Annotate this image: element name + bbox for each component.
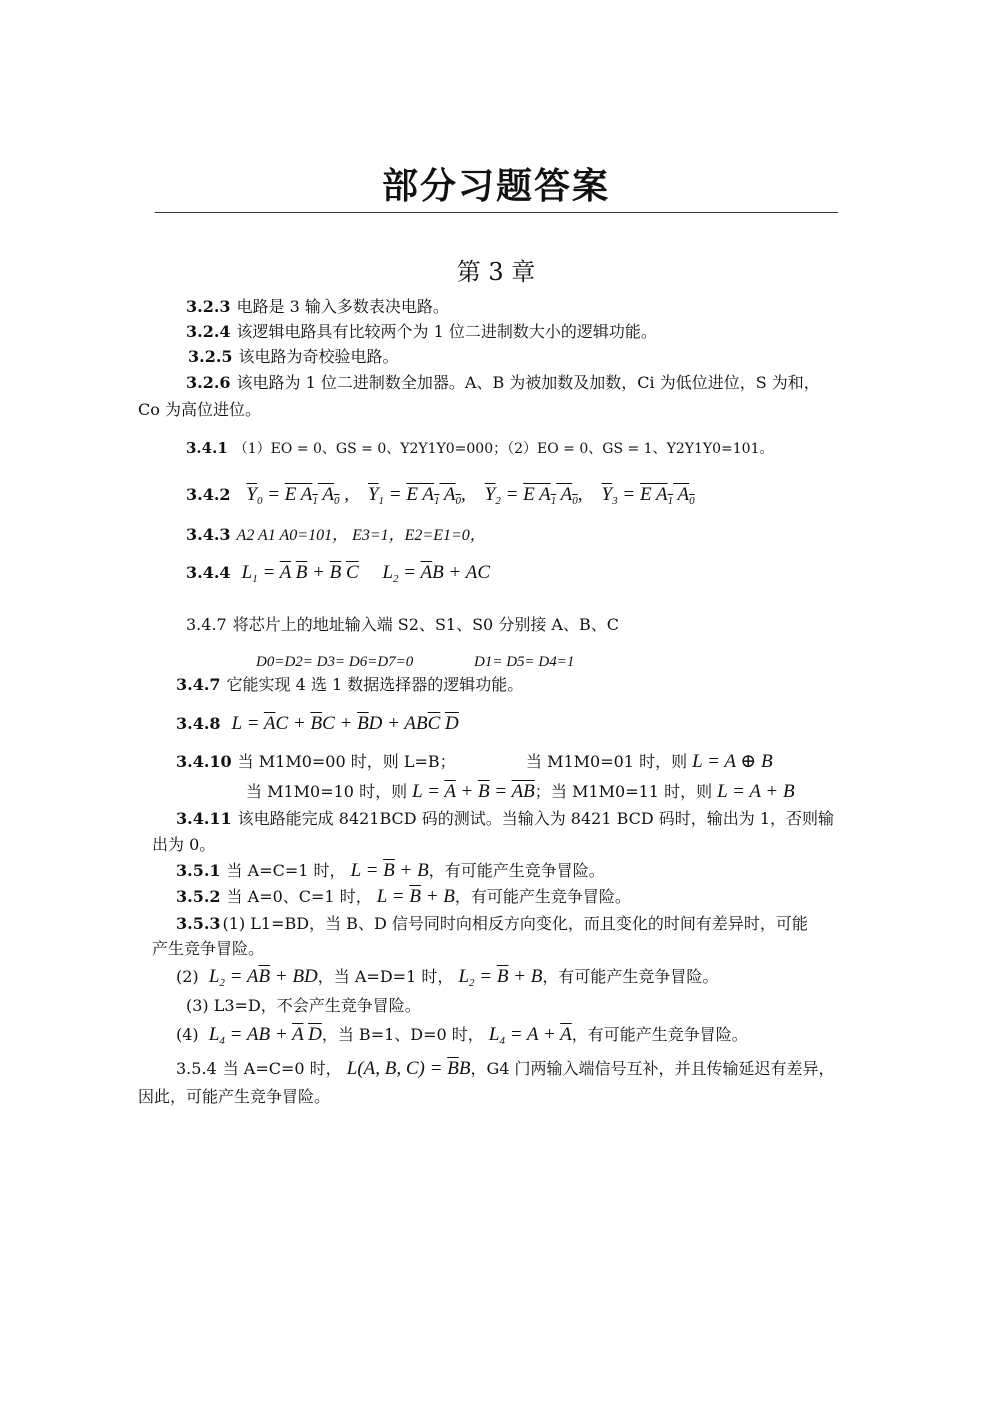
answer-3-5-3-part-4: (4) $L_4$ = AB + $\overline{A}$ $\overline{D}$，当 B=1、D=0 时， $L_4 = A + \overline{A}$，有可能产生竞争冒险。 <box>176 1024 748 1047</box>
answer-3-5-3 <box>176 913 808 935</box>
answer-text: 当 A=C=0 时， <box>222 1059 342 1078</box>
page-title: 部分习题答案 <box>381 165 610 207</box>
answer-text: ，有可能产生竞争冒险。 <box>454 887 631 906</box>
formula-hazard-1: $L = \overline{B} + B$ <box>350 860 429 881</box>
answer-3-5-4 <box>176 1058 835 1080</box>
answer-text: ，G4 门两输入端信号互补，并且传输延迟有差异， <box>470 1059 835 1078</box>
formula-l1-l2: $L_1 = \overline{A}$ $\overline{B} + \overline{B}$ $\overline{C}$ $L_2 = \overline{A}B$ + AC <box>241 562 490 585</box>
item-number: 3.5.3 <box>176 914 221 933</box>
item-number: 3.5.4 <box>176 1059 217 1078</box>
answer-3-4-7-b <box>176 674 523 696</box>
answer-text: 电路是 3 输入多数表决电路。 <box>236 297 449 316</box>
formula-hazard-2: $L = \overline{B} + B$ <box>376 886 455 907</box>
answer-3-4-11 <box>176 808 834 830</box>
answer-3-5-3-part-3: (3) L3=D，不会产生竞争冒险。 <box>186 996 421 1015</box>
formula-xor: L = A ⊕ B <box>692 751 773 772</box>
data-inputs-low: D0=D2= D3= D6=D7=0 <box>256 654 414 670</box>
formula-l4-sub: $L_4 = A + \overline{A}$ <box>488 1024 572 1047</box>
formula-y0: $\overline{Y}_0 = E$ $A_1$ $A_0$ , $\overline{Y}_1 = E$ $A_1$ $A_0$, $\overline{Y}_2 = E$ $A_1$ $A_0$, $\overline{Y}_3 = E$ $A_1$ $A_0$ <box>246 484 695 507</box>
answer-3-4-10-d <box>551 781 795 803</box>
item-number: 3.2.3 <box>186 297 231 316</box>
formula-or: L = A + B <box>717 781 795 802</box>
item-number: 3.4.10 <box>176 752 232 771</box>
answer-text: 当 A=0、C=1 时， <box>226 887 372 906</box>
item-number: 3.4.1 <box>186 439 228 457</box>
answer-text: 它能实现 4 选 1 数据选择器的逻辑功能。 <box>226 675 524 694</box>
answer-3-2-4 <box>186 321 657 343</box>
answer-3-5-4-continued: 因此，可能产生竞争冒险。 <box>138 1087 331 1106</box>
answer-3-4-3 <box>186 524 486 547</box>
answer-3-4-1 <box>186 437 773 460</box>
item-number: 3.5.2 <box>176 887 221 906</box>
answer-text: ，有可能产生竞争冒险。 <box>428 861 605 880</box>
answer-3-5-3-continued: 产生竞争冒险。 <box>152 939 265 958</box>
answer-text: 该电路为 1 位二进制数全加器。A、B 为被加数及加数，Ci 为低位进位，S 为和， <box>236 373 820 392</box>
item-number: 3.4.7 <box>176 675 221 694</box>
formula-l4: $L_4$ = AB + $\overline{A}$ $\overline{D}$ <box>208 1024 322 1047</box>
formula-l2: $L_2 = A\overline{B}$ + BD <box>208 966 318 989</box>
answer-3-5-2 <box>176 886 631 908</box>
answer-text: (1) L1=BD，当 B、D 信号同时向相反方向变化，而且变化的时间有差异时，可能 <box>222 914 808 933</box>
item-number: 3.4.8 <box>176 714 221 733</box>
data-inputs-high: D1= D5= D4=1 <box>474 654 575 670</box>
answer-text: 该电路为奇校验电路。 <box>238 347 399 366</box>
answer-text: A2 A1 A0=101， E3=1，E2=E1=0， <box>236 527 486 544</box>
item-number: 3.4.11 <box>176 809 232 828</box>
answer-text: 当 A=C=1 时， <box>226 861 346 880</box>
answer-3-4-4 <box>186 562 490 590</box>
item-number: 3.4.3 <box>186 525 231 544</box>
answer-3-2-6 <box>186 372 820 394</box>
item-number: 3.5.1 <box>176 861 221 880</box>
answer-text: （1）EO = 0、GS = 0、Y2Y1Y0=000；（2）EO = 0、GS = 1、Y2Y1Y0=101。 <box>233 441 774 457</box>
answer-3-2-5 <box>188 346 399 368</box>
item-number: 3.4.2 <box>186 485 231 504</box>
formula-l2-sub: $L_2 = \overline{B} + B$ <box>458 966 543 989</box>
answer-text: 当 M1M0=00 时，则 L=B； <box>237 752 456 771</box>
answer-3-4-7-a <box>186 614 619 636</box>
answer-3-5-1 <box>176 860 605 882</box>
answer-3-4-10-a <box>176 751 456 773</box>
answer-3-4-11-continued: 出为 0。 <box>152 835 216 854</box>
item-number: 3.2.4 <box>186 322 231 341</box>
answer-3-2-3 <box>186 296 449 318</box>
title-divider <box>155 212 838 213</box>
formula-nand: $L = \overline{A} + \overline{B} = \overline{AB}$ <box>412 781 535 802</box>
chapter-heading: 第 3 章 <box>456 258 536 286</box>
answer-text: 将芯片上的地址输入端 S2、S1、S0 分别接 A、B、C <box>232 615 619 634</box>
answer-text: 当 M1M0=11 时，则 <box>551 782 713 801</box>
formula-l-abc: L(A, B, $C) = \overline{B}B$ <box>346 1058 471 1079</box>
formula-l: $L = \overline{A}C + \overline{B}C + \overline{B}D + AB\overline{C}$ $\overline{D}$ <box>231 713 459 734</box>
item-number: 3.4.7 <box>186 615 227 634</box>
answer-3-4-10-c: 当 M1M0=10 时，则 $L = \overline{A} + \overline{B} = \overline{AB}$； <box>246 781 551 802</box>
answer-3-4-2 <box>186 484 695 512</box>
answer-text: 该电路能完成 8421BCD 码的测试。当输入为 8421 BCD 码时，输出为 1，否则输 <box>237 809 835 828</box>
item-number: 3.2.6 <box>186 373 231 392</box>
answer-3-4-8 <box>176 713 459 735</box>
answer-3-2-6-continued: Co 为高位进位。 <box>138 400 261 419</box>
answer-text: 当 M1M0=10 时，则 <box>246 782 408 801</box>
item-number: 3.4.4 <box>186 563 231 582</box>
item-number: 3.2.5 <box>188 347 233 366</box>
answer-3-5-3-part-2: (2) $L_2 = A\overline{B}$ + BD，当 A=D=1 时， $L_2 = \overline{B} + B$，有可能产生竞争冒险。 <box>176 966 719 989</box>
answer-3-4-10-b <box>526 751 773 773</box>
answer-text: 该逻辑电路具有比较两个为 1 位二进制数大小的逻辑功能。 <box>236 322 657 341</box>
answer-text: 当 M1M0=01 时，则 <box>526 752 688 771</box>
